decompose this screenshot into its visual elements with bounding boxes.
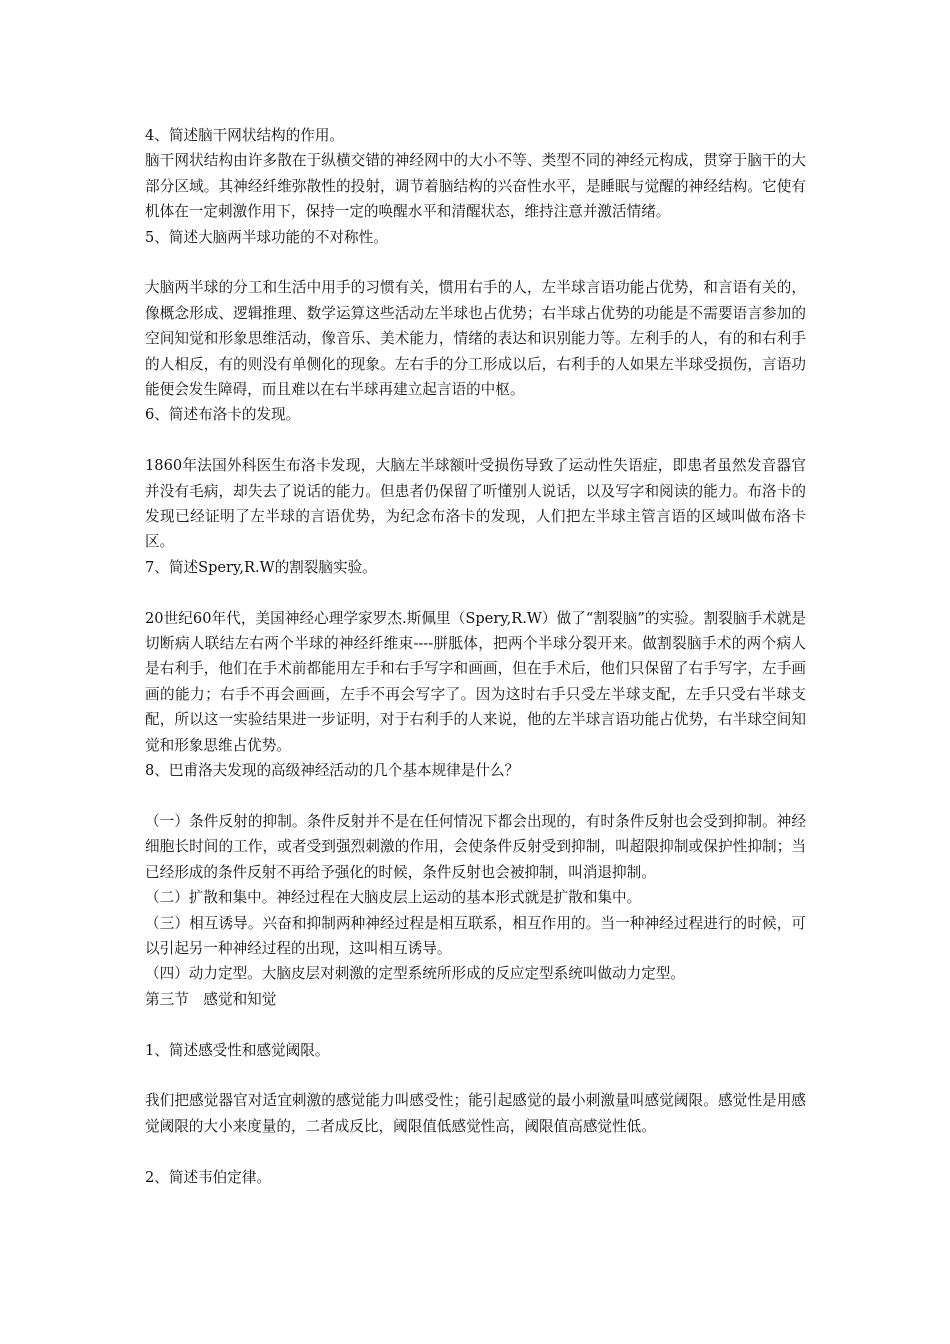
blank-line [145,784,806,809]
document-page [145,123,806,1190]
section-3-title: 第三节 感觉和知觉 [145,990,277,1008]
blank-line [145,250,806,275]
question-8-heading: 8、巴甫洛夫发现的高级神经活动的几个基本规律是什么？ [145,762,520,780]
answer-5-paragraph: 大脑两半球的分工和生活中用手的习惯有关，惯用右手的人，左半球言语功能占优势，和言语有关的，像概念形成、逻辑推理、数学运算这些活动左半球也占优势；右半球占优势的功能是不需要语言参加的空间知觉和形象思维活动，像音乐、美术能力，情绪的表达和识别能力等。左利手的人，有的和右利手的人相反，有的则没有单侧化的现象。左右手的分工形成以后，右利手的人如果左半球受损伤，言语功能便会发生障碍，而且难以在右半球再建立起言语的中枢。 [145,279,806,399]
answer-4-paragraph: 脑干网状结构由许多散在于纵横交错的神经网中的大小不等、类型不同的神经元构成，贯穿于脑干的大部分区域。其神经纤维弥散性的投射，调节着脑结构的兴奋性水平，是睡眠与觉醒的神经结构。它使有机体在一定刺激作用下，保持一定的唤醒水平和清醒状态，维持注意并激活情绪。 [145,152,806,221]
section-3-question-2-heading: 2、简述韦伯定律。 [145,1168,272,1186]
answer-7-paragraph: 20世纪60年代，美国神经心理学家罗杰.斯佩里（Spery,R.W）做了“割裂脑”的实验。割裂脑手术就是切断病人联结左右两个半球的神经纤维束----胼胝体，把两个半球分裂开来。做割裂脑手术的两个病人是右利手，他们在手术前都能用左手和右手写字和画画，但在手术后，他们只保留了右手写字，左手画画的能力；右手不再会画画，左手不再会写字了。因为这时右手只受左半球支配，左手只受右半球支配，所以这一实验结果进一步证明，对于右利手的人来说，他的左半球言语功能占优势，右半球空间知觉和形象思维占优势。 [145,609,806,754]
blank-line [145,1063,806,1088]
answer-8-item-1: （一）条件反射的抑制。条件反射并不是在任何情况下都会出现的，有时条件反射也会受到抑制。神经细胞长时间的工作，或者受到强烈刺激的作用，会使条件反射受到抑制，叫超限抑制或保护性抑制；当已经形成的条件反射不再给予强化的时候，条件反射也会被抑制，叫消退抑制。 [145,812,806,881]
section-3-question-1-heading: 1、简述感受性和感觉阈限。 [145,1041,330,1059]
blank-line [145,580,806,605]
answer-6-paragraph: 1860年法国外科医生布洛卡发现，大脑左半球额叶受损伤导致了运动性失语症，即患者虽然发音器官并没有毛病，却失去了说话的能力。但患者仍保留了听懂别人说话，以及写字和阅读的能力。布洛卡的发现已经证明了左半球的言语优势，为纪念布洛卡的发现，人们把左半球主管言语的区域叫做布洛卡区。 [145,457,806,551]
question-4-heading: 4、简述脑干网状结构的作用。 [145,127,345,144]
question-5-heading: 5、简述大脑两半球功能的不对称性。 [145,228,388,246]
question-6-heading: 6、简述布洛卡的发现。 [145,406,301,424]
answer-8-item-4: （四）动力定型。大脑皮层对刺激的定型系统所形成的反应定型系统叫做动力定型。 [145,965,685,983]
question-7-heading: 7、简述Spery,R.W的割裂脑实验。 [145,558,377,576]
blank-line [145,1012,806,1037]
blank-line [145,1139,806,1164]
answer-8-item-2: （二）扩散和集中。神经过程在大脑皮层上运动的基本形式就是扩散和集中。 [145,889,642,907]
blank-line [145,428,806,453]
answer-8-item-3: （三）相互诱导。兴奋和抑制两种神经过程是相互联系，相互作用的。当一种神经过程进行的时候，可以引起另一种神经过程的出现，这叫相互诱导。 [145,914,806,957]
section-3-answer-1-paragraph: 我们把感觉器官对适宜刺激的感觉能力叫感受性；能引起感觉的最小刺激量叫感觉阈限。感觉性是用感觉阈限的大小来度量的，二者成反比，阈限值低感觉性高，阈限值高感觉性低。 [145,1092,806,1135]
